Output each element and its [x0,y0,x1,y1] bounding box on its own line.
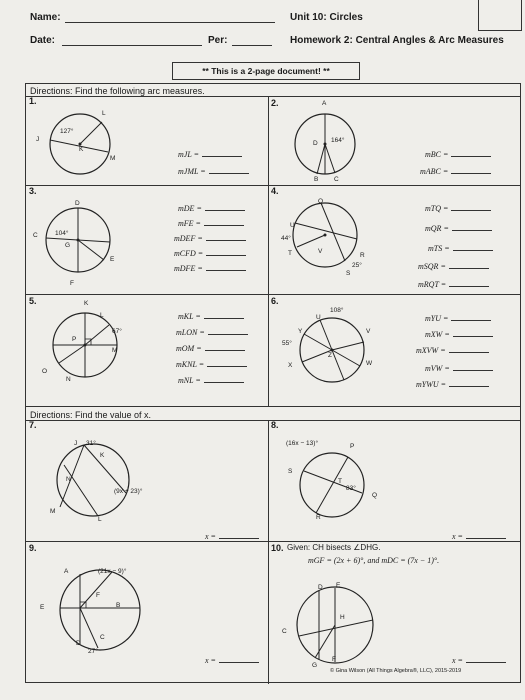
p4-eq-3: mTS = [428,242,493,253]
divider [26,541,520,542]
p4-eq-4: mSQR = [418,260,489,271]
p9-label: D [76,640,81,647]
p10-label: E [336,582,341,589]
p3-label: G [65,242,71,249]
p3-eq-1: mDE = [178,202,245,213]
p5-label: K [84,300,89,307]
p8-label: P [350,443,355,450]
p8-label: (16x − 13)° [286,440,319,447]
p8-label: R [316,514,321,521]
divider [268,420,269,684]
p7-label: J [74,440,78,447]
p6-label: X [288,362,293,369]
p1-label: J [36,136,40,143]
p10-label: D [318,584,323,591]
p10-condition: mGF = (2x + 6)°, and mDC = (7x − 1)°. [308,556,440,565]
divider [26,406,520,407]
p4-label: Q [318,198,324,205]
name-field[interactable] [65,22,275,23]
divider [26,294,520,295]
problem-10-number: 10. [271,543,284,553]
p10-answer: x = [452,654,506,665]
p6-label: 108° [330,307,344,314]
p8-answer: x = [452,530,506,541]
directions-arcs: Directions: Find the following arc measures. [30,86,205,96]
p4-eq-2: mQR = [425,222,492,233]
directions-x: Directions: Find the value of x. [30,410,152,420]
p9-answer: x = [205,654,259,665]
p9-label: C [100,634,105,641]
p8-label: S [288,468,293,475]
unit-title: Unit 10: Circles [290,12,363,23]
p2-eq-1: mBC = [425,148,491,159]
p9-label: A [64,568,69,575]
p10-label: G [312,662,318,669]
p4-eq-1: mTQ = [425,202,491,213]
p5-label: O [42,368,48,375]
problem-1-number: 1. [29,96,37,106]
p9-label: B [116,602,121,609]
p7-label: N [66,476,71,483]
copyright-credit: © Gina Wilson (All Things Algebra®, LLC), 2015-2019 [330,668,462,674]
p1-eq-2: mJML = [178,165,249,176]
score-box [478,0,522,31]
p6-eq-1: mYU = [425,312,491,323]
problem-3-circle [38,200,118,280]
p3-eq-4: mCFD = [174,247,246,258]
p2-label: C [334,176,339,183]
problem-6-number: 6. [271,296,279,306]
p3-eq-3: mDEF = [174,232,246,243]
p8-label: 83° [346,485,356,492]
p6-label: V [366,328,371,335]
p1-label: L [102,110,106,117]
p10-label: H [340,614,345,621]
p4-label: U [290,222,295,229]
problem-4-number: 4. [271,186,279,196]
p1-eq-1: mJL = [178,148,242,159]
p3-label: 104° [55,230,69,237]
p6-label: Y [298,328,303,335]
p8-label: Q [372,492,378,499]
p5-label: M [112,347,118,354]
p6-eq-4: mVW = [425,362,493,373]
p7-label: L [98,516,102,523]
p9-label: E [40,604,45,611]
p6-label: W [366,360,373,367]
p7-answer: x = [205,530,259,541]
period-field[interactable] [232,45,272,46]
p3-label: C [33,232,38,239]
problem-2-circle [285,104,365,184]
p5-eq-4: mKNL = [176,358,247,369]
p6-label: U [316,314,321,321]
problem-7-circle [48,435,138,525]
period-label: Per: [208,35,228,46]
p9-label: 27° [88,648,98,655]
p4-label: R [360,252,365,259]
p9-label: (21x − 9)° [98,568,127,575]
p4-label: T [288,250,292,257]
p10-label: C [282,628,287,635]
p10-label: F [332,656,336,663]
p6-eq-5: mYWU = [416,378,489,389]
p2-label: B [314,176,319,183]
problem-9-circle [50,560,150,660]
divider [26,96,520,97]
p5-eq-1: mKL = [178,310,244,321]
p4-label: S [346,270,351,277]
p6-label: 55° [282,340,292,347]
p3-label: F [70,280,74,287]
p6-eq-3: mXVW = [416,344,489,355]
homework-title: Homework 2: Central Angles & Arc Measures [290,35,504,46]
p10-given: Given: CH bisects ∠DHG. [287,543,381,552]
problem-8-circle [292,445,372,525]
name-label: Name: [30,12,61,23]
problem-3-number: 3. [29,186,37,196]
p1-label: 127° [60,128,74,135]
p7-label: 31° [86,440,96,447]
p5-label: L [100,312,104,319]
p2-label: 164° [331,137,345,144]
problem-5-number: 5. [29,296,37,306]
p1-label: M [110,155,116,162]
p5-eq-2: mLON = [176,326,248,337]
p2-label: A [322,100,327,107]
problem-8-number: 8. [271,420,279,430]
p6-eq-2: mXW = [425,328,493,339]
p7-label: M [50,508,56,515]
p4-eq-5: mRQT = [418,278,489,289]
p2-label: D [313,140,318,147]
divider [268,96,269,406]
p7-label: (9x + 23)° [114,488,143,495]
p3-eq-5: mDFE = [174,262,246,273]
p5-label: 67° [112,328,122,335]
problem-7-number: 7. [29,420,37,430]
p5-label: N [66,376,71,383]
p1-label: K [79,146,84,153]
notice-banner: ** This is a 2-page document! ** [172,62,360,80]
p2-eq-2: mABC = [420,165,491,176]
p7-label: K [100,452,105,459]
problem-9-number: 9. [29,543,37,553]
p3-label: E [110,256,115,263]
problem-6-circle [292,310,372,390]
p3-eq-2: mFE = [178,217,244,228]
date-field[interactable] [62,45,202,46]
p6-label: Z [328,352,332,359]
problem-1-circle [40,104,120,184]
p3-label: D [75,200,80,207]
date-label: Date: [30,35,56,46]
p4-label: 44° [281,235,291,242]
p5-eq-3: mOM = [176,342,245,353]
problem-5-circle [45,305,125,385]
p8-label: T [338,478,342,485]
p5-label: P [72,336,77,343]
p5-eq-5: mNL = [178,374,244,385]
problem-2-number: 2. [271,98,279,108]
p4-label: 25° [352,262,362,269]
p9-label: F [96,592,100,599]
p4-label: V [318,248,323,255]
